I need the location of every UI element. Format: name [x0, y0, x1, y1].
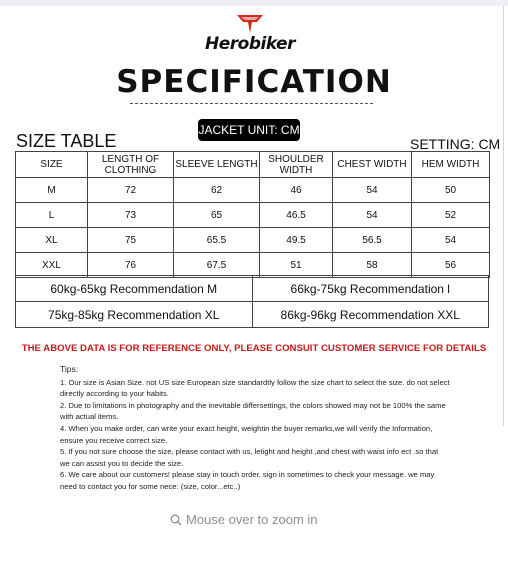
table-row [16, 178, 490, 203]
header-chest-width: CHEST WIDTH [333, 152, 412, 178]
size-table-label: SIZE TABLE [16, 131, 117, 151]
tips-title: Tips: [60, 364, 79, 374]
tip-item: 4. When you make order, can write your exact height, weightin the buyer remarks,we will verify the Information, ensure you receive correct size. [60, 423, 433, 445]
setting-label: SETTING: CM [410, 136, 501, 152]
tip-item: 2. Due to limitations in photography and the inevitable differsettings, the colors showed may not be 100% the same with actual items. [60, 400, 446, 422]
table-cell: 65.5 [174, 228, 260, 253]
reference-notice: THE ABOVE DATA IS FOR REFERENCE ONLY, PLEASE CONSUIT CUSTOMER SERVICE FOR DETAILS [21, 343, 487, 354]
brand-name: Herobiker [205, 34, 295, 54]
zoom-hint[interactable] [170, 512, 318, 527]
table-cell: 56 [412, 253, 490, 278]
table-cell: 75 [88, 228, 174, 253]
table-cell: XL [16, 228, 88, 253]
title-divider [130, 103, 373, 104]
table-cell: 58 [333, 253, 412, 278]
table-cell: 46.5 [260, 203, 333, 228]
table-row [16, 203, 490, 228]
header-shoulder-width: SHOULDER WIDTH [260, 152, 333, 178]
table-cell: 56.5 [333, 228, 412, 253]
recommendation-cell: 66kg-75kg Recommendation l [252, 276, 489, 302]
tips-section [60, 364, 450, 493]
table-cell: 50 [412, 178, 490, 203]
unit-badge: JACKET UNIT: CM [198, 119, 300, 141]
table-cell: 49.5 [260, 228, 333, 253]
table-cell: 76 [88, 253, 174, 278]
zoom-hint-label: Mouse over to zoom in [186, 512, 318, 527]
table-cell: 51 [260, 253, 333, 278]
table-cell: 72 [88, 178, 174, 203]
table-cell: XXL [16, 253, 88, 278]
table-cell: 73 [88, 203, 174, 228]
top-strip [0, 0, 508, 6]
table-cell: 67.5 [174, 253, 260, 278]
table-cell: 62 [174, 178, 260, 203]
recommendation-cell: 60kg-65kg Recommendation M [16, 276, 253, 302]
table-cell: 46 [260, 178, 333, 203]
recommendation-cell: 75kg-85kg Recommendation XL [16, 302, 253, 328]
table-cell: 54 [333, 203, 412, 228]
brand-logo [200, 12, 300, 60]
page-title: SPECIFICATION [116, 64, 392, 100]
table-cell: L [16, 203, 88, 228]
size-table [15, 151, 490, 278]
recommendation-row [16, 276, 489, 302]
table-cell: 52 [412, 203, 490, 228]
header-size: SIZE [16, 152, 88, 178]
table-cell: M [16, 178, 88, 203]
header-hem-width: HEM WIDTH [412, 152, 490, 178]
table-cell: 54 [333, 178, 412, 203]
table-row [16, 228, 490, 253]
header-sleeve-length: SLEEVE LENGTH [174, 152, 260, 178]
recommendation-table [15, 275, 489, 328]
table-cell: 65 [174, 203, 260, 228]
table-row [16, 253, 490, 278]
helmet-logo-icon [235, 12, 265, 34]
tip-item: 1. Our size is Asian Size. not US size European size standardtly follow the size chart to select the size. do not select directly according to your habits. [60, 377, 450, 399]
recommendation-cell: 86kg-96kg Recommendation XXL [252, 302, 489, 328]
header-length-of-clothing: LENGTH OF CLOTHING [88, 152, 174, 178]
recommendation-row [16, 302, 489, 328]
search-icon [170, 514, 182, 526]
tip-item: 5. If you not sure choose the size, please contact with us, letight and height ,and chest with waist info ect .so that we can assist you to decide the size. [60, 447, 439, 468]
table-header-row [16, 152, 490, 178]
tip-item: 6. We care about our customers! please stay in touch order. sign in sometimes to check your message. we may need to contact you for some nece: (size, color...etc..) [60, 470, 435, 491]
table-cell: 54 [412, 228, 490, 253]
